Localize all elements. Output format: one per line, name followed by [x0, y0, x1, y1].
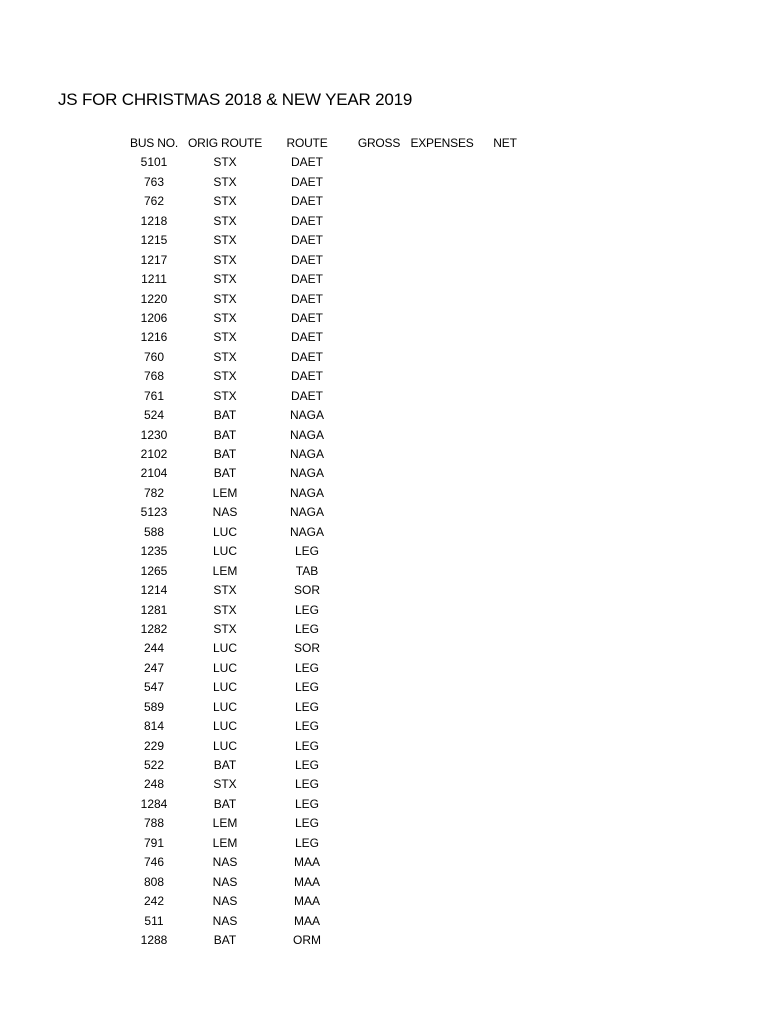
bus-no-cell: 242: [143, 894, 165, 909]
orig-route-cell: LUC: [212, 680, 238, 695]
route-cell: DAET: [290, 310, 324, 325]
orig-route-cell: LEM: [212, 485, 238, 500]
bus-no-cell: 2102: [140, 447, 168, 461]
orig-route-cell: NAS: [212, 913, 238, 928]
orig-route-cell: STX: [213, 621, 237, 636]
bus-no-cell: 782: [143, 485, 165, 500]
orig-route-cell: STX: [213, 777, 237, 792]
route-cell: SOR: [293, 641, 321, 656]
route-cell: LEG: [294, 602, 320, 617]
orig-route-cell: BAT: [213, 758, 237, 772]
orig-route-cell: NAS: [212, 505, 238, 520]
orig-route-cell: BAT: [213, 427, 237, 442]
orig-route-cell: NAS: [212, 874, 238, 889]
bus-no-cell: 1218: [140, 213, 168, 228]
route-cell: NAGA: [289, 427, 325, 442]
orig-route-cell: LEM: [212, 563, 238, 578]
orig-route-cell: LUC: [212, 699, 238, 714]
bus-no-cell: 814: [143, 719, 165, 734]
orig-route-cell: STX: [213, 310, 237, 325]
route-cell: DAET: [290, 174, 324, 189]
orig-route-cell: NAS: [212, 855, 238, 870]
route-cell: DAET: [290, 369, 324, 384]
bus-no-cell: 1217: [140, 252, 168, 267]
bus-no-cell: 808: [143, 874, 165, 889]
orig-route-cell: LEM: [212, 835, 238, 850]
bus-no-cell: 244: [143, 641, 165, 656]
route-cell: DAET: [290, 291, 324, 306]
route-cell: TAB: [295, 563, 319, 578]
orig-route-cell: STX: [213, 155, 237, 170]
route-cell: DAET: [290, 330, 324, 345]
route-cell: LEG: [294, 738, 320, 753]
orig-route-cell: NAS: [212, 894, 238, 909]
route-cell: MAA: [293, 913, 321, 928]
route-cell: DAET: [290, 213, 324, 228]
orig-route-cell: LUC: [212, 719, 238, 734]
orig-route-cell: STX: [213, 174, 237, 189]
route-cell: LEG: [294, 699, 320, 714]
bus-no-cell: 1206: [140, 310, 168, 325]
orig-route-cell: STX: [213, 213, 237, 228]
route-cell: DAET: [290, 388, 324, 403]
bus-no-cell: 1216: [140, 330, 168, 345]
orig-route-cell: STX: [213, 349, 237, 364]
route-cell: MAA: [293, 855, 321, 870]
bus-no-cell: 1284: [140, 796, 168, 811]
route-cell: LEG: [294, 758, 320, 772]
route-cell: DAET: [290, 252, 324, 267]
route-cell: LEG: [294, 621, 320, 636]
route-cell: NAGA: [289, 485, 325, 500]
header-bus-no: BUS NO.: [130, 136, 178, 150]
bus-no-cell: 788: [143, 816, 165, 831]
bus-no-cell: 768: [143, 369, 165, 384]
bus-no-cell: 524: [143, 408, 165, 423]
bus-no-cell: 547: [143, 680, 165, 695]
orig-route-cell: STX: [213, 233, 237, 248]
route-cell: DAET: [290, 233, 324, 248]
orig-route-cell: BAT: [213, 796, 237, 811]
bus-no-cell: 229: [143, 738, 165, 753]
header-route: ROUTE: [286, 136, 328, 150]
route-cell: LEG: [294, 544, 320, 559]
bus-no-cell: 511: [144, 913, 164, 928]
route-cell: DAET: [290, 349, 324, 364]
route-cell: LEG: [294, 816, 320, 831]
header-gross: GROSS: [357, 136, 401, 150]
orig-route-cell: BAT: [213, 466, 237, 481]
bus-no-cell: 1230: [140, 427, 168, 442]
route-cell: LEG: [294, 680, 320, 695]
route-cell: LEG: [294, 835, 320, 850]
route-cell: NAGA: [289, 524, 325, 539]
bus-no-cell: 2104: [140, 466, 168, 481]
bus-no-cell: 746: [143, 855, 165, 870]
bus-no-cell: 763: [143, 174, 165, 189]
orig-route-cell: STX: [213, 272, 237, 287]
orig-route-cell: STX: [213, 602, 237, 617]
orig-route-cell: STX: [213, 291, 237, 306]
bus-no-cell: 522: [143, 758, 165, 772]
bus-no-cell: 588: [143, 524, 165, 539]
route-cell: NAGA: [289, 447, 325, 461]
bus-no-cell: 589: [143, 699, 165, 714]
orig-route-cell: STX: [213, 194, 237, 209]
header-expenses: EXPENSES: [410, 136, 474, 150]
bus-no-cell: 1281: [140, 602, 168, 617]
orig-route-cell: LUC: [212, 738, 238, 753]
bus-no-cell: 1215: [140, 233, 168, 248]
orig-route-cell: LUC: [212, 544, 238, 559]
route-cell: NAGA: [289, 505, 325, 520]
orig-route-cell: STX: [213, 330, 237, 345]
orig-route-cell: STX: [213, 388, 237, 403]
bus-no-cell: 5123: [140, 505, 168, 520]
route-cell: SOR: [293, 583, 321, 598]
bus-no-cell: 5101: [140, 155, 168, 170]
bus-no-cell: 1288: [140, 932, 168, 947]
orig-route-cell: BAT: [213, 447, 237, 461]
route-cell: NAGA: [289, 466, 325, 481]
route-cell: LEG: [294, 660, 320, 675]
bus-no-cell: 1211: [141, 272, 167, 287]
route-cell: LEG: [294, 719, 320, 734]
orig-route-cell: STX: [213, 583, 237, 598]
orig-route-cell: BAT: [213, 932, 237, 947]
route-cell: LEG: [294, 777, 320, 792]
bus-no-cell: 761: [143, 388, 165, 403]
header-orig-route: ORIG ROUTE: [187, 136, 263, 150]
route-cell: DAET: [290, 155, 324, 170]
bus-no-cell: 760: [143, 349, 165, 364]
page-title: JS FOR CHRISTMAS 2018 & NEW YEAR 2019: [58, 90, 413, 109]
bus-no-cell: 247: [143, 660, 165, 675]
bus-no-cell: 248: [143, 777, 165, 792]
bus-no-cell: 1282: [140, 621, 168, 636]
bus-no-cell: 1220: [140, 291, 168, 306]
orig-route-cell: STX: [213, 252, 237, 267]
orig-route-cell: BAT: [213, 408, 237, 423]
route-cell: ORM: [293, 932, 321, 947]
bus-no-cell: 1265: [140, 563, 168, 578]
bus-no-cell: 1214: [140, 583, 168, 598]
bus-no-cell: 791: [143, 835, 165, 850]
orig-route-cell: LUC: [212, 524, 238, 539]
orig-route-cell: LUC: [212, 641, 238, 656]
route-cell: LEG: [294, 796, 320, 811]
orig-route-cell: LUC: [212, 660, 238, 675]
route-cell: MAA: [293, 894, 321, 909]
route-cell: MAA: [293, 874, 321, 889]
orig-route-cell: STX: [213, 369, 237, 384]
route-cell: DAET: [290, 194, 324, 209]
header-net: NET: [493, 136, 517, 150]
bus-no-cell: 1235: [140, 544, 168, 559]
bus-no-cell: 762: [143, 194, 165, 209]
orig-route-cell: LEM: [212, 816, 238, 831]
route-cell: DAET: [290, 272, 324, 287]
route-cell: NAGA: [289, 408, 325, 423]
